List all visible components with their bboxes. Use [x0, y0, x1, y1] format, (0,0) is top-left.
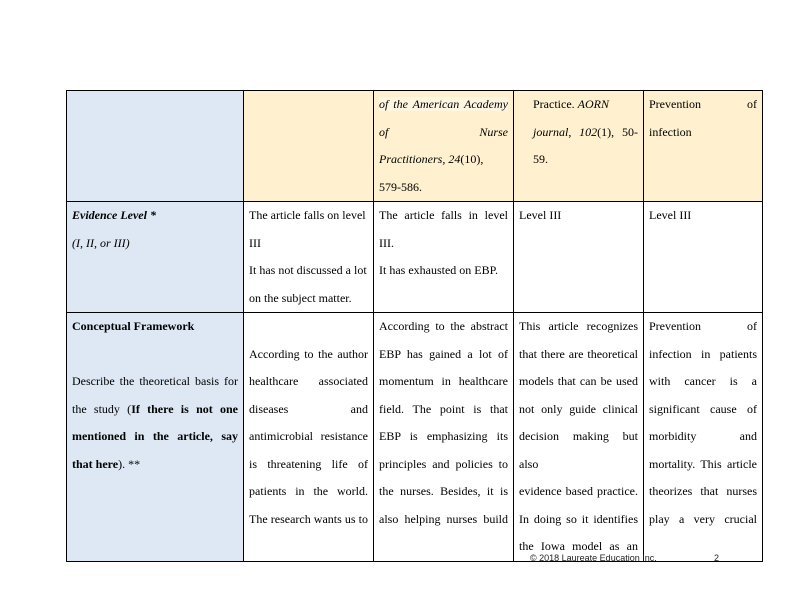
evidence-level-heading: Evidence Level * — [72, 208, 156, 222]
footer-copyright: © 2018 Laureate Education Inc. — [530, 553, 657, 563]
evidence-level-hint: (I, II, or III) — [72, 235, 130, 250]
conceptual-framework-heading: Conceptual Framework — [72, 319, 195, 333]
citation-row — [67, 91, 763, 202]
cell-line: principles and policies to — [379, 456, 508, 471]
cell-line: The article falls in level — [379, 208, 508, 222]
evidence-level-article-1 — [244, 202, 374, 313]
cell-line: morbidity and — [649, 429, 757, 443]
cell-line: It has exhausted on EBP. — [379, 263, 498, 277]
cell-line: This article recognizes — [519, 319, 638, 333]
citation-cell-article-4 — [644, 91, 763, 202]
evidence-level-label-cell — [67, 202, 244, 313]
conceptual-framework-article-1 — [244, 313, 374, 562]
conceptual-framework-row — [67, 313, 763, 562]
cell-line: Level III — [649, 208, 692, 222]
conceptual-framework-article-2 — [374, 313, 514, 562]
citation-line: of Nurse — [379, 124, 508, 139]
cell-line: evidence based practice. — [519, 484, 638, 498]
cell-line: with cancer is a — [649, 374, 757, 388]
article-review-table — [66, 90, 763, 562]
citation-cell-article-1 — [244, 91, 374, 202]
conceptual-framework-label-cell — [67, 313, 244, 562]
cell-line: mortality. This article — [649, 456, 757, 471]
cell-line: is threatening life of — [249, 456, 368, 471]
cell-line: patients in the world. — [249, 484, 368, 498]
citation-line: infection — [649, 124, 692, 139]
conceptual-framework-article-3 — [514, 313, 644, 562]
citation-line: Practice. AORN — [533, 97, 609, 111]
conceptual-framework-article-4 — [644, 313, 763, 562]
spacer — [72, 341, 238, 369]
cell-line: According to the author — [249, 346, 368, 361]
cell-line: significant cause of — [649, 401, 757, 416]
cell-line: also helping nurses build — [379, 511, 508, 526]
cell-line: III. — [379, 235, 394, 250]
cell-line: EBP is emphasizing its — [379, 429, 508, 443]
spacer — [249, 313, 368, 341]
cell-line: play a very crucial — [649, 511, 757, 526]
cell-line: not only guide clinical — [519, 401, 638, 416]
evidence-level-article-4 — [644, 202, 763, 313]
evidence-level-article-3 — [514, 202, 644, 313]
cell-line: models that can be used — [519, 374, 638, 388]
citation-line: 59. — [533, 152, 548, 166]
cell-line: Level III — [519, 208, 562, 222]
citation-cell-article-2 — [374, 91, 514, 202]
conceptual-framework-description: Describe the theoretical basis for the study (If there is not one mentioned in the article, say that here). ** — [72, 374, 238, 471]
cell-line: In doing so it identifies — [519, 511, 638, 526]
cell-line: momentum in healthcare — [379, 374, 508, 388]
citation-label-cell — [67, 91, 244, 202]
cell-line: on the subject matter. — [249, 290, 352, 305]
cell-line: theorizes that nurses — [649, 484, 757, 498]
cell-line: EBP has gained a lot of — [379, 346, 508, 361]
cell-line: diseases and — [249, 401, 368, 416]
cell-line: antimicrobial resistance — [249, 429, 368, 443]
cell-line: The research wants us to — [249, 511, 368, 526]
cell-line: field. The point is that — [379, 401, 508, 416]
cell-line: infection in patients — [649, 346, 757, 361]
cell-line: the nurses. Besides, it is — [379, 484, 508, 498]
citation-cell-article-3 — [514, 91, 644, 202]
citation-line: of the American Academy — [379, 97, 508, 111]
citation-line: journal, 102(1), 50- — [533, 124, 638, 139]
cell-line: healthcare associated — [249, 374, 368, 388]
citation-line: 579-586. — [379, 179, 422, 194]
cell-line: III — [249, 235, 261, 250]
cell-line: that there are theoretical — [519, 346, 638, 361]
cell-line: The article falls on level — [249, 208, 366, 222]
citation-line: Prevention of — [649, 97, 757, 111]
cell-line: According to the abstract — [379, 319, 508, 333]
cell-line: decision making but also — [519, 429, 638, 471]
cell-line: It has not discussed a lot — [249, 263, 367, 277]
evidence-level-article-2 — [374, 202, 514, 313]
evidence-level-row — [67, 202, 763, 313]
citation-line: Practitioners, 24(10), — [379, 152, 484, 166]
page-number: 2 — [714, 553, 720, 563]
cell-line: the Iowa model as an — [519, 539, 638, 553]
cell-line: Prevention of — [649, 319, 757, 333]
